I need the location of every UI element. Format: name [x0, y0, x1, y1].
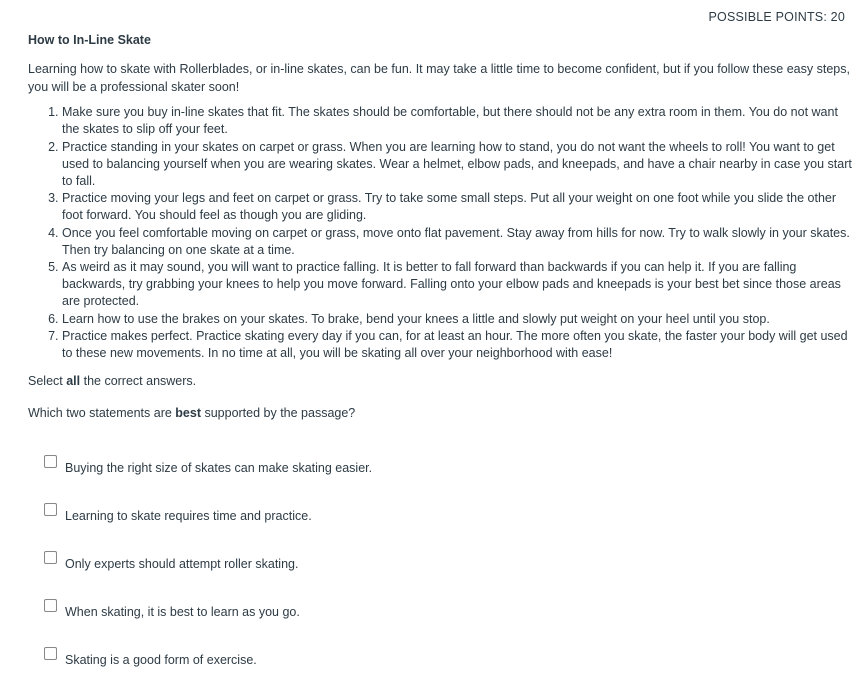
answer-checkbox[interactable]	[44, 503, 57, 516]
answer-label[interactable]: Skating is a good form of exercise.	[65, 653, 257, 667]
step-item: 6. Learn how to use the brakes on your skates. To brake, bend your knees a little and slowly put weight on your heel until you stop.	[62, 311, 853, 328]
answer-checkbox[interactable]	[44, 599, 57, 612]
step-item: 4. Once you feel comfortable moving on carpet or grass, move onto flat pavement. Stay away from hills for now. Try to walk slowly in your skates. Then try balancing on one skate at a time.	[62, 225, 853, 259]
answer-label[interactable]: Learning to skate requires time and practice.	[65, 509, 312, 523]
passage-steps	[28, 104, 853, 362]
answer-label[interactable]: Only experts should attempt roller skating.	[65, 557, 299, 571]
passage-title: How to In-Line Skate	[28, 33, 151, 47]
answer-label[interactable]: Buying the right size of skates can make skating easier.	[65, 461, 373, 475]
possible-points: POSSIBLE POINTS: 20	[708, 10, 845, 24]
step-item: 1. Make sure you buy in-line skates that fit. The skates should be comfortable, but there should not be any extra room in them. You do not want the skates to slip off your feet.	[62, 104, 853, 138]
answer-checkbox[interactable]	[44, 551, 57, 564]
answer-checkbox[interactable]	[44, 455, 57, 468]
answer-option[interactable]	[44, 454, 853, 502]
question-emphasis: best	[175, 406, 201, 420]
question-prompt	[28, 404, 853, 422]
passage-intro: Learning how to skate with Rollerblades, or in-line skates, can be fun. It may take a little time to become confident, but if you follow these easy steps, you will be a professional skater soon!	[28, 62, 850, 94]
step-item: 2. Practice standing in your skates on carpet or grass. When you are learning how to stand, you do not want the wheels to roll! You want to get used to balancing yourself when you are wearing skates. Wear a helmet, elbow pads, and kneepads, and have a chair nearby in case you start to fall.	[62, 139, 853, 190]
question-text-after: supported by the passage?	[200, 406, 356, 420]
select-instruction	[28, 372, 853, 390]
question-text-before: Which two statements are	[28, 406, 176, 420]
step-item: 3. Practice moving your legs and feet on carpet or grass. Try to take some small steps. Put all your weight on one foot while you slide the other foot forward. You should feel as though you are gliding.	[62, 190, 853, 224]
answer-option[interactable]	[44, 550, 853, 598]
instruction-text-before: Select	[28, 374, 67, 388]
instruction-text-after: the correct answers.	[80, 374, 197, 388]
answer-option[interactable]	[44, 646, 853, 694]
answer-option[interactable]	[44, 598, 853, 646]
answer-option[interactable]	[44, 502, 853, 550]
instruction-emphasis: all	[66, 374, 81, 388]
answer-label[interactable]: When skating, it is best to learn as you go.	[65, 605, 300, 619]
question-content	[28, 32, 853, 694]
answer-checkbox[interactable]	[44, 647, 57, 660]
step-item: 5. As weird as it may sound, you will want to practice falling. It is better to fall forward than backwards if you can help it. If you are falling backwards, try grabbing your knees to help you move forward. Falling onto your elbow pads and kneepads is your best bet since those areas are protected.	[62, 259, 853, 310]
answer-list	[28, 454, 853, 694]
step-item: 7. Practice makes perfect. Practice skating every day if you can, for at least an hour. The more often you skate, the faster your body will get used to these new movements. In no time at all, you will be skating all over your neighborhood with ease!	[62, 328, 853, 362]
